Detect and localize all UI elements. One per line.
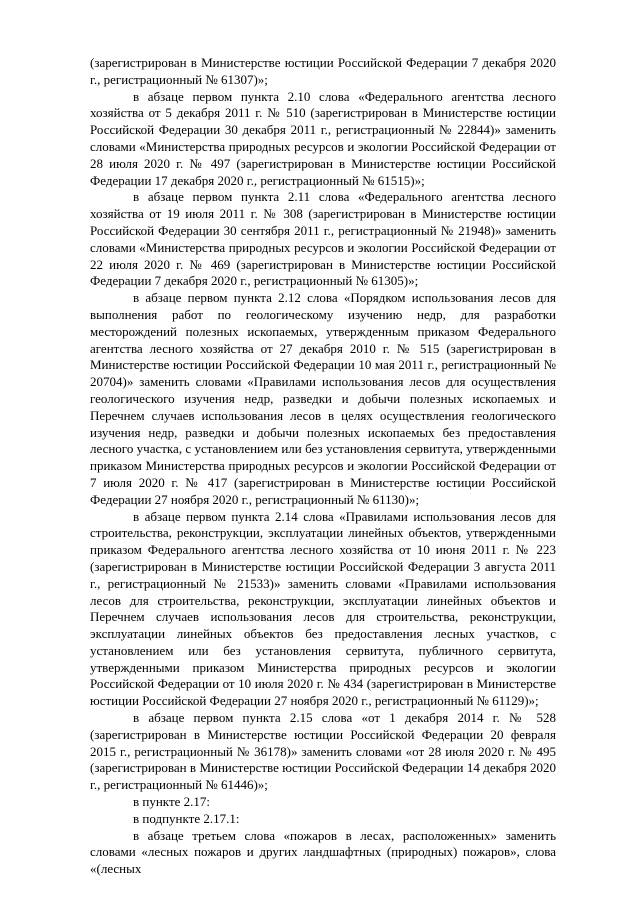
document-body-text: [90, 55, 556, 878]
paragraph-point-2-12-amendment: в абзаце первом пункта 2.12 слова «Порядком использования лесов для выполнения работ по геологическому изучению недр, для разработки месторождений полезных ископаемых, утвержденным приказом Федерального агентства лесного хозяйства от 27 декабря 2010 г. № 515 (зарегистрирован в Министерстве юстиции Российской Федерации 10 мая 2011 г., регистрационный № 20704)» заменить словами «Правилами использования лесов для осуществления геологического изучения недр, разведки и добычи полезных ископаемых и Перечнем случаев использования лесов в целях осуществления геологического изучения недр, разведки и добычи полезных ископаемых без предоставления лесного участка, с установлением или без установления сервитута, утвержденными приказом Министерства природных ресурсов и экологии Российской Федерации от 7 июля 2020 г. № 417 (зарегистрирован в Министерстве юстиции Российской Федерации 27 ноября 2020 г., регистрационный № 61130)»;: [90, 290, 556, 507]
paragraph-point-2-10-amendment: в абзаце первом пункта 2.10 слова «Федерального агентства лесного хозяйства от 5 декабря 2011 г. № 510 (зарегистрирован в Министерстве юстиции Российской Федерации 30 декабря 2011 г., регистрационный № 22844)» заменить словами «Министерства природных ресурсов и экологии Российской Федерации от 28 июля 2020 г. № 497 (зарегистрирован в Министерстве юстиции Российской Федерации 17 декабря 2020 г., регистрационный № 61515)»;: [90, 88, 556, 188]
paragraph-point-2-15-amendment: в абзаце первом пункта 2.15 слова «от 1 декабря 2014 г. № 528 (зарегистрирован в Министерстве юстиции Российской Федерации 20 февраля 2015 г., регистрационный № 36178)» заменить словами «от 28 июля 2020 г. № 495 (зарегистрирован в Министерстве юстиции Российской Федерации 14 декабря 2020 г., регистрационный № 61446)»;: [90, 710, 556, 793]
paragraph-subpoint-2-17-1-heading: в подпункте 2.17.1:: [133, 810, 240, 826]
paragraph-registration-continuation: (зарегистрирован в Министерстве юстиции Российской Федерации 7 декабря 2020 г., регистрационный № 61307)»;: [90, 55, 556, 87]
paragraph-point-2-14-amendment: в абзаце первом пункта 2.14 слова «Правилами использования лесов для строительства, реконструкции, эксплуатации линейных объектов, утвержденными приказом Федерального агентства лесного хозяйства от 10 июня 2011 г. № 223 (зарегистрирован в Министерстве юстиции Российской Федерации 3 августа 2011 г., регистрационный № 21533)» заменить словами «Правилами использования лесов для строительства, реконструкции, эксплуатации линейных объектов и Перечнем случаев использования лесов для строительства, реконструкции, эксплуатации линейных объектов без предоставления лесных участков, с установлением или без установления сервитута, публичного сервитута, утвержденными приказом Министерства природных ресурсов и экологии Российской Федерации от 10 июля 2020 г. № 434 (зарегистрирован в Министерстве юстиции Российской Федерации 27 ноября 2020 г., регистрационный № 61129)»;: [90, 508, 556, 709]
paragraph-subpoint-2-17-1-amendment: в абзаце третьем слова «пожаров в лесах, расположенных» заменить словами «лесных пожаров и других ландшафтных (природных) пожаров», слова «(лесных: [90, 827, 556, 877]
paragraph-point-2-11-amendment: в абзаце первом пункта 2.11 слова «Федерального агентства лесного хозяйства от 19 июля 2011 г. № 308 (зарегистрирован в Министерстве юстиции Российской Федерации 30 сентября 2011 г., регистрационный № 21948)» заменить словами «Министерства природных ресурсов и экологии Российской Федерации от 22 июля 2020 г. № 469 (зарегистрирован в Министерстве юстиции Российской Федерации 7 декабря 2020 г., регистрационный № 61305)»;: [90, 189, 556, 289]
paragraph-point-2-17-heading: в пункте 2.17:: [133, 794, 211, 810]
